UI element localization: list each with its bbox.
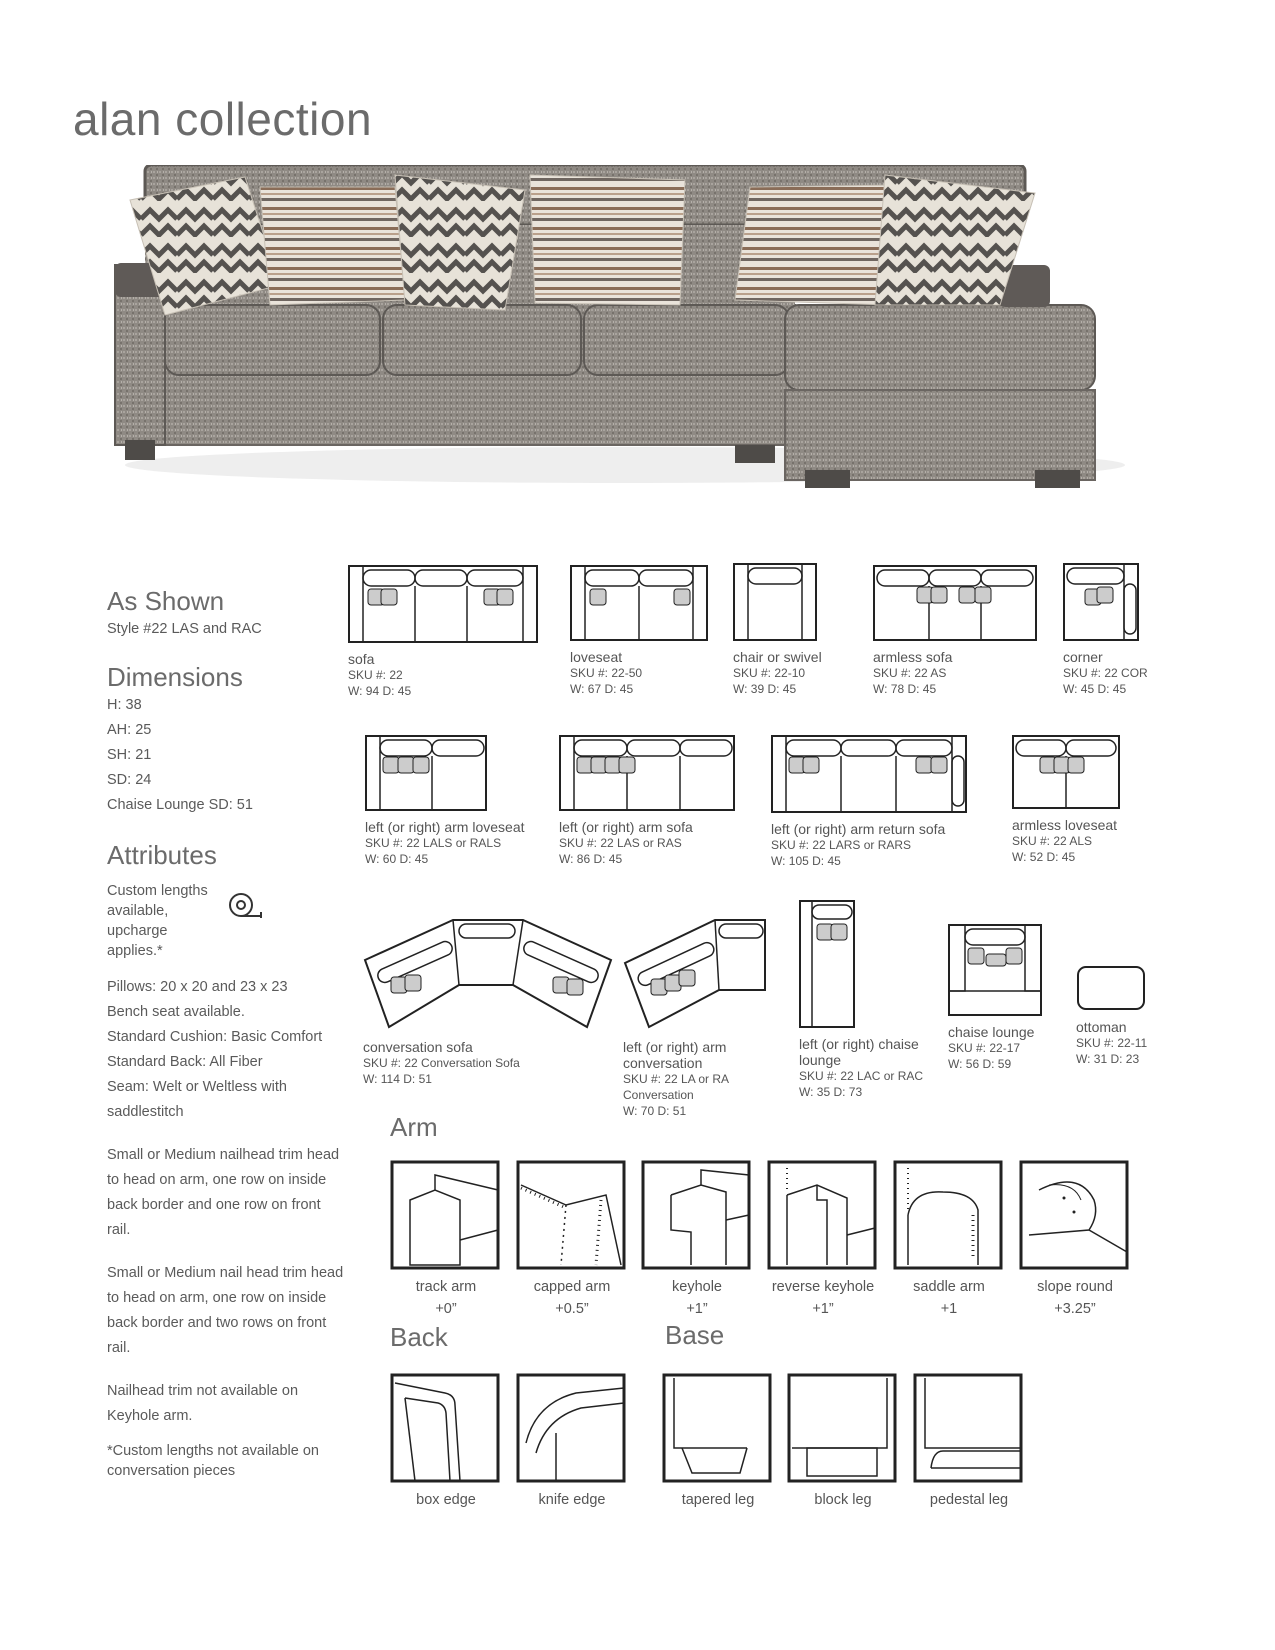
piece-dimensions: W: 86 D: 45 — [559, 852, 623, 866]
as-shown-heading: As Shown — [107, 586, 225, 616]
piece-dimensions: W: 45 D: 45 — [1063, 682, 1127, 696]
piece-name: left (or right) arm loveseat — [365, 819, 525, 835]
piece-name: left (or right) chaise lounge — [799, 1036, 919, 1068]
piece-sku: SKU #: 22-50 — [570, 666, 643, 680]
piece-sku: SKU #: 22-10 — [733, 666, 806, 680]
armless-sofa-diagram-icon — [873, 565, 1037, 643]
arm-label: track arm — [415, 1279, 477, 1295]
arm-price: +0” — [435, 1301, 457, 1317]
piece-dimensions: W: 105 D: 45 — [771, 854, 841, 868]
piece-sku: SKU #: 22 LARS or RARS — [771, 838, 912, 852]
arm-conversation-diagram-icon — [623, 915, 767, 1033]
piece-sku: SKU #: 22 — [348, 668, 403, 682]
piece-dimensions: W: 67 D: 45 — [570, 682, 634, 696]
piece-chair-or-swivel — [733, 563, 822, 697]
piece-armless-loveseat — [1012, 735, 1122, 865]
piece-sku: SKU #: 22 ALS — [1012, 834, 1093, 848]
back-heading: Back — [390, 1322, 448, 1352]
piece-dimensions: W: 60 D: 45 — [365, 852, 429, 866]
reverse-keyhole-arm-icon — [767, 1160, 877, 1270]
piece-chaise-lounge-left-right — [799, 900, 929, 1100]
piece-name: left (or right) arm conversation — [623, 1039, 727, 1071]
piece-sku: SKU #: 22-11 — [1076, 1036, 1148, 1050]
spec-bench: Bench seat available. — [107, 1004, 245, 1020]
base-label: pedestal leg — [929, 1492, 1009, 1508]
dimension-seat-height: SH: 21 — [107, 747, 152, 763]
arm-option-saddle — [893, 1160, 1005, 1318]
arm-price: +1” — [812, 1301, 834, 1317]
spec-cushion: Standard Cushion: Basic Comfort — [107, 1029, 323, 1045]
base-option-tapered-leg — [662, 1373, 774, 1509]
piece-name: sofa — [348, 651, 375, 667]
piece-name: armless sofa — [873, 649, 953, 665]
piece-name: left (or right) arm return sofa — [771, 821, 946, 837]
arm-option-slope-round — [1019, 1160, 1131, 1318]
spec-pillows: Pillows: 20 x 20 and 23 x 23 — [107, 979, 288, 995]
piece-armless-sofa — [873, 565, 1037, 697]
piece-dimensions: W: 114 D: 51 — [363, 1072, 432, 1086]
knife-edge-back-icon — [516, 1373, 626, 1483]
piece-sku: SKU #: 22 Conversation Sofa — [363, 1056, 520, 1070]
sidebar — [107, 586, 347, 1481]
tapered-leg-icon — [662, 1373, 772, 1483]
arm-chaise-diagram-icon — [799, 900, 857, 1030]
sofa-diagram-icon — [348, 565, 538, 645]
arm-label: saddle arm — [913, 1279, 985, 1295]
arm-price: +1 — [940, 1301, 958, 1317]
piece-sku: SKU #: 22 LAS or RAS — [559, 836, 682, 850]
piece-sku: SKU #: 22 LALS or RALS — [365, 836, 502, 850]
piece-dimensions: W: 52 D: 45 — [1012, 850, 1076, 864]
arm-option-capped — [516, 1160, 628, 1318]
dimensions-heading: Dimensions — [107, 662, 243, 692]
piece-name: left (or right) arm sofa — [559, 819, 693, 835]
arm-option-keyhole — [641, 1160, 753, 1318]
nailhead-note-2: Small or Medium nail head trim head to head on arm, one row on inside back border and two rows on front rail. — [107, 1265, 344, 1356]
custom-lengths-note: Custom lengths available, upcharge applies.* — [107, 883, 208, 959]
as-shown-text: Style #22 LAS and RAC — [107, 621, 262, 637]
piece-dimensions: W: 70 D: 51 — [623, 1104, 687, 1118]
chair-diagram-icon — [733, 563, 817, 643]
piece-chaise-lounge — [948, 924, 1044, 1072]
piece-arm-conversation — [623, 915, 773, 1119]
piece-name: loveseat — [570, 649, 623, 665]
arm-label: slope round — [1037, 1279, 1113, 1295]
spec-seam: Seam: Welt or Weltless with saddlestitch — [107, 1079, 287, 1120]
arm-label: keyhole — [672, 1279, 722, 1295]
track-arm-icon — [390, 1160, 500, 1270]
arm-option-reverse-keyhole — [767, 1160, 879, 1318]
back-option-box-edge — [390, 1373, 502, 1509]
piece-dimensions: W: 35 D: 73 — [799, 1085, 863, 1099]
piece-sku: SKU #: 22 LA or RA Conversation — [623, 1072, 729, 1102]
corner-diagram-icon — [1063, 563, 1141, 643]
arm-price: +1” — [686, 1301, 708, 1317]
arm-heading: Arm — [390, 1112, 438, 1142]
piece-name: corner — [1063, 649, 1103, 665]
dimension-height: H: 38 — [107, 697, 142, 713]
arm-price: +0.5” — [555, 1301, 589, 1317]
slope-round-arm-icon — [1019, 1160, 1129, 1270]
back-label: box edge — [416, 1492, 476, 1508]
dimensions-list — [107, 693, 347, 818]
box-edge-back-icon — [390, 1373, 500, 1483]
back-label: knife edge — [538, 1492, 606, 1508]
piece-arm-loveseat — [365, 735, 525, 867]
pedestal-leg-icon — [913, 1373, 1023, 1483]
piece-conversation-sofa — [363, 915, 613, 1087]
piece-dimensions: W: 31 D: 23 — [1076, 1052, 1140, 1066]
piece-name: armless loveseat — [1012, 817, 1118, 833]
piece-dimensions: W: 39 D: 45 — [733, 682, 797, 696]
arm-return-sofa-diagram-icon — [771, 735, 969, 815]
piece-arm-sofa — [559, 735, 737, 867]
arm-price: +3.25” — [1054, 1301, 1096, 1317]
arm-loveseat-diagram-icon — [365, 735, 489, 813]
back-option-knife-edge — [516, 1373, 628, 1509]
nailhead-note-1: Small or Medium nailhead trim head to head on arm, one row on inside back border and one row on front rail. — [107, 1147, 340, 1238]
saddle-arm-icon — [893, 1160, 1003, 1270]
nailhead-note-3: Nailhead trim not available on Keyhole arm. — [107, 1383, 299, 1424]
piece-name: chaise lounge — [948, 1024, 1035, 1040]
dimension-chaise-depth: Chaise Lounge SD: 51 — [107, 797, 253, 813]
page-title: alan collection — [73, 93, 373, 145]
piece-sku: SKU #: 22-17 — [948, 1041, 1021, 1055]
piece-corner — [1063, 563, 1148, 697]
piece-dimensions: W: 78 D: 45 — [873, 682, 937, 696]
armless-loveseat-diagram-icon — [1012, 735, 1122, 811]
attributes-heading: Attributes — [107, 840, 217, 870]
dimension-seat-depth: SD: 24 — [107, 772, 152, 788]
tape-measure-icon — [227, 891, 263, 919]
keyhole-arm-icon — [641, 1160, 751, 1270]
base-option-pedestal-leg — [913, 1373, 1025, 1509]
piece-name: chair or swivel — [733, 649, 822, 665]
piece-dimensions: W: 94 D: 45 — [348, 684, 412, 698]
arm-sofa-diagram-icon — [559, 735, 737, 813]
arm-label: capped arm — [533, 1279, 611, 1295]
arm-label: reverse keyhole — [771, 1279, 875, 1295]
piece-loveseat — [570, 565, 710, 697]
base-heading: Base — [665, 1320, 725, 1350]
piece-ottoman — [1076, 965, 1148, 1067]
spec-back: Standard Back: All Fiber — [107, 1054, 263, 1070]
piece-sofa — [348, 565, 538, 699]
ottoman-diagram-icon — [1076, 965, 1148, 1013]
attributes-list — [107, 881, 347, 1481]
base-option-block-leg — [787, 1373, 899, 1509]
base-label: tapered leg — [681, 1492, 755, 1508]
custom-lengths-footnote: *Custom lengths not available on conversation pieces — [107, 1443, 319, 1479]
base-label: block leg — [814, 1492, 872, 1508]
chaise-lounge-diagram-icon — [948, 924, 1044, 1018]
piece-arm-return-sofa — [771, 735, 969, 869]
arm-option-track — [390, 1160, 502, 1318]
loveseat-diagram-icon — [570, 565, 710, 643]
piece-dimensions: W: 56 D: 59 — [948, 1057, 1012, 1071]
piece-name: ottoman — [1076, 1019, 1127, 1035]
piece-sku: SKU #: 22 AS — [873, 666, 947, 680]
conversation-sofa-diagram-icon — [363, 915, 613, 1033]
block-leg-icon — [787, 1373, 897, 1483]
sectional-sofa-photo — [105, 165, 1160, 515]
dimension-arm-height: AH: 25 — [107, 722, 152, 738]
piece-sku: SKU #: 22 LAC or RAC — [799, 1069, 924, 1083]
piece-name: conversation sofa — [363, 1039, 473, 1055]
piece-sku: SKU #: 22 COR — [1063, 666, 1148, 680]
capped-arm-icon — [516, 1160, 626, 1270]
